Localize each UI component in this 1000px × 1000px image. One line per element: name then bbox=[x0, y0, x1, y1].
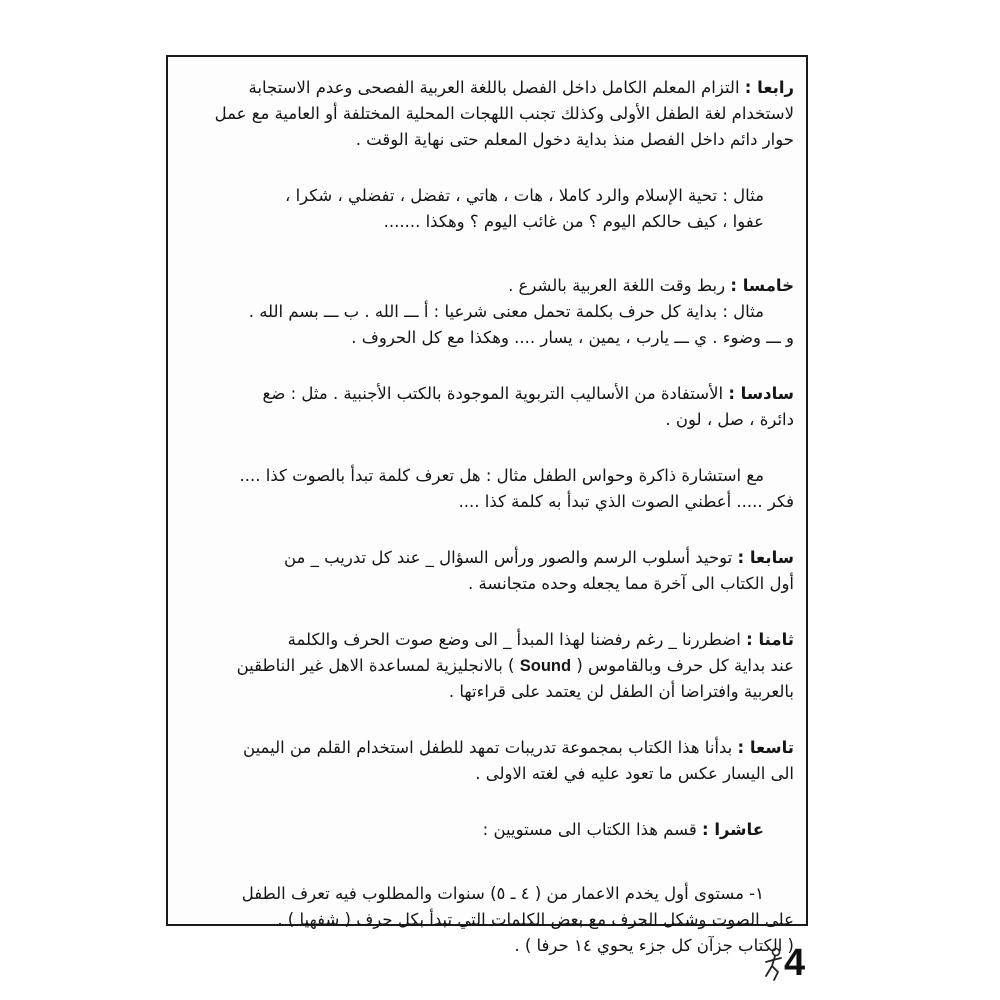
section-heading: عاشرا : bbox=[702, 820, 764, 839]
section-line: و ـــ وضوء . ي ـــ يارب ، يمين ، يسار .... وهكذا مع كل الحروف . bbox=[351, 328, 794, 347]
section-heading: خامسا : bbox=[730, 276, 794, 295]
section-line: مثال : بداية كل حرف بكلمة تحمل معنى شرعيا : أ ـــ الله . ب ـــ بسم الله . bbox=[248, 302, 764, 321]
section-heading: تاسعا : bbox=[737, 738, 794, 757]
section-line: رابعا : التزام المعلم الكامل داخل الفصل باللغة العربية الفصحى وعدم الاستجابة bbox=[248, 78, 794, 97]
section-line: ثامنا : اضطررنا _ رغم رفضنا لهذا المبدأ _ الى وضع صوت الحرف والكلمة bbox=[287, 630, 794, 649]
page-content bbox=[214, 75, 794, 959]
section-line: تاسعا : بدأنا هذا الكتاب بمجموعة تدريبات تمهد للطفل استخدام القلم من اليمين bbox=[243, 738, 794, 757]
level-line: ١- مستوى أول يخدم الاعمار من ( ٤ ـ ٥) سنوات والمطلوب فيه تعرف الطفل bbox=[241, 884, 764, 903]
section-line: حوار دائم داخل الفصل منذ بداية دخول المعلم حتى نهاية الوقت . bbox=[355, 130, 794, 149]
section-sixth-example bbox=[239, 463, 794, 515]
section-line: سادسا : الأستفادة من الأساليب التربوية الموجودة بالكتب الأجنبية . مثل : ضع bbox=[262, 384, 794, 403]
section-sixth bbox=[256, 381, 794, 433]
level-line: ( الكتاب جزآن كل جزء يحوي ١٤ حرفا ) . bbox=[514, 936, 794, 955]
section-heading: سادسا : bbox=[728, 384, 794, 403]
page-number-badge bbox=[760, 940, 820, 990]
page-number: 4 bbox=[784, 942, 806, 984]
section-line: لاستخدام لغة الطفل الأولى وكذلك تجنب اللهجات المحلية المختلفة أو العامية مع عمل bbox=[214, 104, 794, 123]
section-line: عند بداية كل حرف وبالقاموس ( Sound ) بالانجليزية لمساعدة الاهل غير الناطقين bbox=[236, 656, 794, 675]
example-line: مع استشارة ذاكرة وحواس الطفل مثال : هل تعرف كلمة تبدأ بالصوت كذا .... bbox=[239, 466, 764, 485]
section-line: أول الكتاب الى آخرة مما يجعله وحده متجانسة . bbox=[468, 574, 794, 593]
page-frame bbox=[166, 55, 808, 955]
section-tenth bbox=[256, 817, 794, 843]
example-line: فكر ..... أعطني الصوت الذي تبدأ به كلمة كذا .... bbox=[458, 492, 794, 511]
section-eighth bbox=[236, 627, 794, 705]
section-heading: رابعا : bbox=[744, 78, 794, 97]
section-seventh bbox=[256, 545, 794, 597]
section-line: الى اليسار عكس ما تعود عليه في لغته الاولى . bbox=[475, 764, 794, 783]
example-line: عفوا ، كيف حالكم اليوم ؟ من غائب اليوم ؟ وهكذا ....... bbox=[383, 212, 764, 231]
example-line: مثال : تحية الإسلام والرد كاملا ، هات ، هاتي ، تفضل ، تفضلي ، شكرا ، bbox=[285, 186, 764, 205]
latin-word: Sound bbox=[519, 657, 572, 675]
section-fourth bbox=[214, 75, 794, 153]
section-heading: ثامنا : bbox=[746, 630, 794, 649]
section-ninth bbox=[243, 735, 794, 787]
running-child-icon bbox=[760, 946, 786, 986]
section-tenth-levels bbox=[241, 881, 794, 959]
section-line: خامسا : ربط وقت اللغة العربية بالشرع . bbox=[508, 276, 794, 295]
section-heading: سابعا : bbox=[737, 548, 794, 567]
section-line: دائرة ، صل ، لون . bbox=[665, 410, 794, 429]
section-line: بالعربية وافتراضا أن الطفل لن يعتمد على قراءتها . bbox=[448, 682, 794, 701]
section-line: سابعا : توحيد أسلوب الرسم والصور ورأس السؤال _ عند كل تدريب _ من bbox=[283, 548, 794, 567]
section-fifth bbox=[248, 273, 794, 351]
section-fourth-example bbox=[256, 183, 794, 235]
section-line: عاشرا : قسم هذا الكتاب الى مستويين : bbox=[482, 820, 764, 839]
level-line: على الصوت وشكل الحرف مع بعض الكلمات التي تبدأ بكل حرف ( شفهيا ) . bbox=[277, 910, 794, 929]
